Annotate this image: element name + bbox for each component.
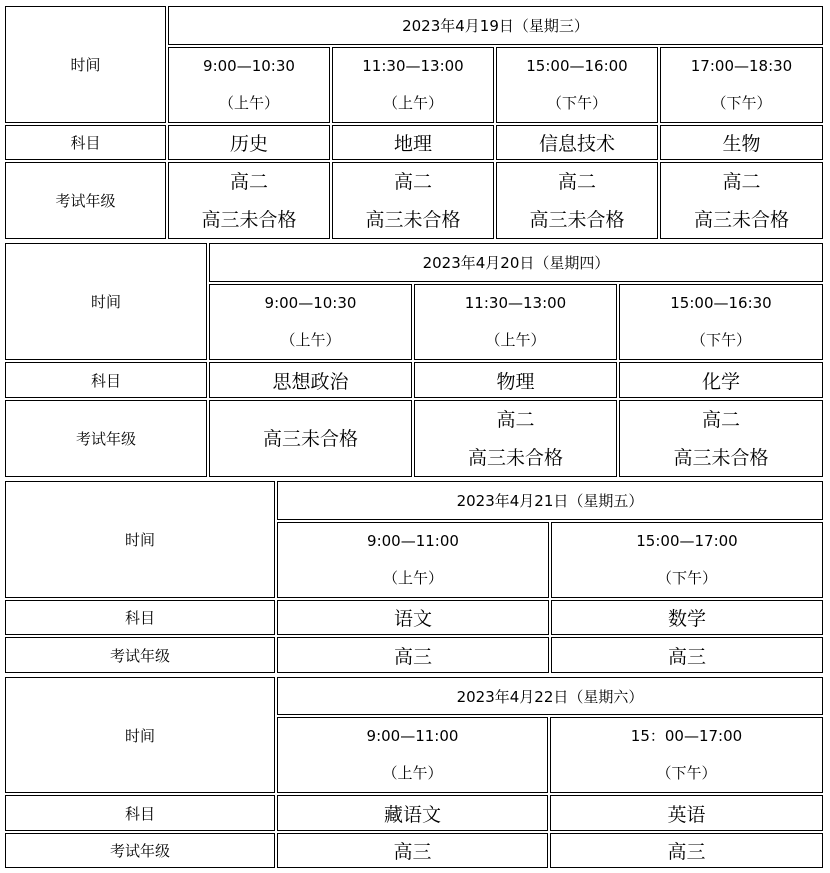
day3-grade-1: 高三: [277, 637, 549, 673]
day1-session1-time: 9:00—10:30 （上午）: [168, 47, 330, 123]
day3-date-header: 2023年4月21日（星期五）: [277, 481, 823, 520]
day1-grade-label: 考试年级: [5, 162, 166, 239]
day2-grade-label: 考试年级: [5, 400, 207, 477]
day2-subject-2: 物理: [414, 362, 617, 398]
day4-session2-time: 15：00—17:00 （下午）: [550, 717, 823, 793]
day1-subject-4: 生物: [660, 125, 823, 160]
day1-session4-time: 17:00—18:30 （下午）: [660, 47, 823, 123]
day1-session2-time: 11:30—13:00 （上午）: [332, 47, 494, 123]
day1-date-header: 2023年4月19日（星期三）: [168, 6, 823, 45]
day4-time-label: 时间: [5, 677, 275, 793]
day2-grade-1: 高三未合格: [209, 400, 412, 477]
day4-subject-label: 科目: [5, 795, 275, 831]
day3-session1-time: 9:00—11:00 （上午）: [277, 522, 549, 598]
day4-session1-time: 9:00—11:00 （上午）: [277, 717, 548, 793]
day1-grade-4: 高二 高三未合格: [660, 162, 823, 239]
day4-grade-2: 高三: [550, 833, 823, 868]
day4-subject-1: 藏语文: [277, 795, 548, 831]
day1-subject-1: 历史: [168, 125, 330, 160]
day2-session3-time: 15:00—16:30 （下午）: [619, 284, 823, 360]
day1-grade-2: 高二 高三未合格: [332, 162, 494, 239]
day2-subject-label: 科目: [5, 362, 207, 398]
day2-time-label: 时间: [5, 243, 207, 360]
day1-subject-3: 信息技术: [496, 125, 658, 160]
day2-session1-time: 9:00—10:30 （上午）: [209, 284, 412, 360]
day3-session2-time: 15:00—17:00 （下午）: [551, 522, 823, 598]
day2-date-header: 2023年4月20日（星期四）: [209, 243, 823, 282]
day3-time-label: 时间: [5, 481, 275, 598]
day2-session2-time: 11:30—13:00 （上午）: [414, 284, 617, 360]
day1-session3-time: 15:00—16:00 （下午）: [496, 47, 658, 123]
day4-grade-label: 考试年级: [5, 833, 275, 868]
day4-date-header: 2023年4月22日（星期六）: [277, 677, 823, 715]
day1-grade-1: 高二 高三未合格: [168, 162, 330, 239]
day1-grade-3: 高二 高三未合格: [496, 162, 658, 239]
day2-subject-3: 化学: [619, 362, 823, 398]
day1-subject-label: 科目: [5, 125, 166, 160]
day2-grade-3: 高二 高三未合格: [619, 400, 823, 477]
day1-subject-2: 地理: [332, 125, 494, 160]
day4-grade-1: 高三: [277, 833, 548, 868]
day4-subject-2: 英语: [550, 795, 823, 831]
day3-subject-2: 数学: [551, 600, 823, 635]
day3-subject-1: 语文: [277, 600, 549, 635]
day3-grade-label: 考试年级: [5, 637, 275, 673]
day2-grade-2: 高二 高三未合格: [414, 400, 617, 477]
day1-time-label: 时间: [5, 6, 166, 123]
day2-subject-1: 思想政治: [209, 362, 412, 398]
day3-grade-2: 高三: [551, 637, 823, 673]
day3-subject-label: 科目: [5, 600, 275, 635]
